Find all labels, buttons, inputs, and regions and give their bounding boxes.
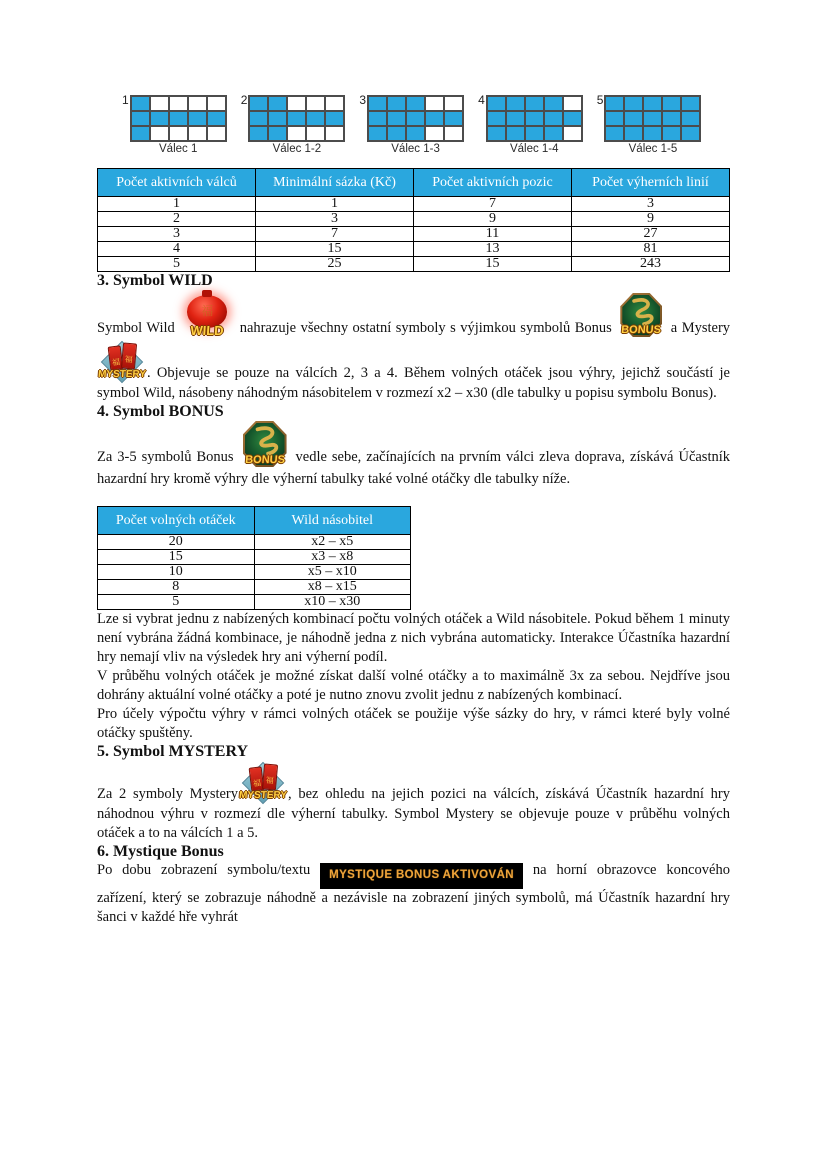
table-cell: 9: [572, 212, 730, 227]
inactive-position-cell: [306, 96, 325, 111]
bonus-symbol-icon: [616, 293, 666, 340]
active-position-cell: [444, 111, 463, 126]
table-cell: 3: [256, 212, 414, 227]
table-cell: 15: [98, 550, 255, 565]
active-position-cell: [605, 111, 624, 126]
inactive-position-cell: [150, 96, 169, 111]
active-position-cell: [406, 96, 425, 111]
column-header: Počet aktivních válců: [98, 169, 256, 197]
active-position-cell: [306, 111, 325, 126]
table-cell: 7: [414, 197, 572, 212]
section-bonus-heading: 4. Symbol BONUS: [97, 403, 224, 420]
reel-diagram-number: 1: [122, 93, 129, 107]
reel-diagram-number: 5: [596, 93, 604, 107]
table-cell: 2: [98, 212, 256, 227]
active-position-cell: [207, 111, 226, 126]
table-cell: 15: [256, 242, 414, 257]
active-position-cell: [605, 126, 624, 141]
inactive-position-cell: [444, 96, 463, 111]
reel-diagram: [122, 95, 227, 155]
table-cell: x10 – x30: [254, 595, 411, 610]
table-cell: 3: [98, 227, 256, 242]
active-position-cell: [387, 111, 406, 126]
table-cell: 81: [572, 242, 730, 257]
bonus-text-1: Za 3-5 symbolů Bonus: [97, 449, 234, 465]
active-position-cell: [131, 111, 150, 126]
active-position-cell: [249, 111, 268, 126]
table-row: [98, 257, 730, 272]
active-position-cell: [169, 111, 188, 126]
active-position-cell: [525, 96, 544, 111]
reel-diagrams: [122, 95, 827, 155]
active-position-cell: [325, 111, 344, 126]
bonus-symbol-icon: [239, 421, 291, 470]
active-position-cell: [624, 126, 643, 141]
table-cell: 9: [414, 212, 572, 227]
mystery-symbol-icon: [238, 761, 288, 805]
active-position-cell: [368, 96, 387, 111]
active-position-cell: [268, 126, 287, 141]
inactive-position-cell: [207, 126, 226, 141]
active-position-cell: [643, 111, 662, 126]
wild-symbol-label: WILD: [190, 323, 225, 338]
active-position-cell: [249, 96, 268, 111]
section-bonus-paragraph: [97, 421, 730, 489]
mystery-symbol-label: MYSTERY: [97, 369, 147, 380]
table-row: [98, 580, 411, 595]
active-position-cell: [544, 111, 563, 126]
active-position-cell: [624, 111, 643, 126]
table-cell: 13: [414, 242, 572, 257]
active-position-cell: [525, 111, 544, 126]
active-position-cell: [544, 96, 563, 111]
reel-diagram-number: 2: [240, 93, 248, 107]
mystery-symbol-icon: [97, 340, 147, 384]
inactive-position-cell: [306, 126, 325, 141]
active-position-cell: [643, 96, 662, 111]
wild-symbol-icon: [179, 290, 235, 340]
bonus-paragraph-3: Pro účely výpočtu výhry v rámci volných otáček se použije výše sázky do hry, v rámci které byly volné otáčky spuštěny.: [97, 706, 730, 741]
section-wild-heading: 3. Symbol WILD: [97, 272, 213, 289]
table-row: [98, 595, 411, 610]
active-position-cell: [662, 111, 681, 126]
inactive-position-cell: [188, 96, 207, 111]
active-position-cell: [681, 126, 700, 141]
inactive-position-cell: [150, 126, 169, 141]
reel-position-grid: [367, 95, 464, 142]
table-cell: 4: [98, 242, 256, 257]
inactive-position-cell: [287, 126, 306, 141]
inactive-position-cell: [444, 126, 463, 141]
active-position-cell: [368, 126, 387, 141]
bonus-paragraph-2: V průběhu volných otáček je možné získat další volné otáčky a to maximálně 3x za sebou. Nejdříve jsou dohrány aktuální volné otáčky a poté je nutno znovu zvolit jednu z nabízených kombinací.: [97, 668, 730, 703]
reel-position-grid: [486, 95, 583, 142]
freespins-table: [97, 506, 411, 610]
reel-position-grid: [130, 95, 227, 142]
active-position-cell: [624, 96, 643, 111]
active-position-cell: [487, 111, 506, 126]
inactive-position-cell: [563, 126, 582, 141]
active-position-cell: [525, 126, 544, 141]
mystique-text-2: na horní obrazovce koncového zařízení, který se zobrazuje náhodně a nezávisle na zobrazení jiných symbolů, má Účastník hazardní hry šanci v každé hře vyhrát: [97, 862, 730, 925]
active-position-cell: [605, 96, 624, 111]
table-row: [98, 550, 411, 565]
table-cell: 25: [256, 257, 414, 272]
mystique-bonus-badge: MYSTIQUE BONUS AKTIVOVÁN: [320, 863, 523, 889]
table-cell: 5: [98, 257, 256, 272]
active-position-cell: [387, 96, 406, 111]
active-position-cell: [506, 126, 525, 141]
table-cell: 1: [98, 197, 256, 212]
lantern-glyph: 福: [201, 304, 214, 318]
reel-diagram-label: Válec 1: [159, 143, 198, 155]
reel-diagram-label: Válec 1-2: [272, 143, 322, 155]
reel-diagram-label: Válec 1-5: [628, 143, 678, 155]
wild-text-1: Symbol Wild: [97, 320, 175, 336]
table-row: [98, 212, 730, 227]
envelope-glyph: 福: [111, 357, 121, 368]
table-cell: x5 – x10: [254, 565, 411, 580]
wild-text-4: . Objevuje se pouze na válcích 2, 3 a 4. Během volných otáček jsou výhry, jejichž součástí je symbol Wild, násobeny náhodným násobitelem v rozmezí x2 – x30 (dle tabulky u popisu symbolu Bonus).: [97, 365, 730, 401]
table-cell: 5: [98, 595, 255, 610]
active-position-cell: [287, 111, 306, 126]
header-row: [98, 169, 730, 197]
active-position-cell: [563, 111, 582, 126]
reel-diagram: [359, 95, 464, 155]
table-row: [98, 565, 411, 580]
table-row: [98, 242, 730, 257]
bonus-symbol-label: BONUS: [244, 454, 285, 466]
table-cell: 11: [414, 227, 572, 242]
mystery-text-2: , bez ohledu na jejich pozici na válcích, získává Účastník hazardní hry náhodnou výhru v rozmezí dle výherní tabulky. Symbol Mystery se objevuje pouze v průběhu volných otáček a to na válcích 1 a 5.: [97, 786, 730, 841]
active-position-cell: [406, 111, 425, 126]
bonus-symbol-label: BONUS: [621, 324, 662, 336]
active-position-cell: [368, 111, 387, 126]
reel-diagram: [597, 95, 702, 155]
table-cell: 15: [414, 257, 572, 272]
table-cell: 1: [256, 197, 414, 212]
active-position-cell: [662, 96, 681, 111]
envelope-glyph: 福: [252, 778, 262, 789]
mystery-symbol-label: MYSTERY: [238, 790, 288, 801]
reel-position-grid: [604, 95, 701, 142]
active-position-cell: [268, 96, 287, 111]
lantern-cap: [202, 290, 212, 297]
active-position-cell: [249, 126, 268, 141]
reel-diagram-label: Válec 1-4: [509, 143, 559, 155]
bonus-paragraph-1: Lze si vybrat jednu z nabízených kombinací počtu volných otáček a Wild násobitele. Pokud během 1 minuty není vybrána žádná kombinace, je náhodně jedna z nich vybrána automaticky. Interakce Účastníka hazardní hry nemají vliv na výsledek hry ani výherní podíl.: [97, 611, 730, 665]
section-wild-paragraph: [97, 290, 730, 403]
mystique-text-1: Po dobu zobrazení symbolu/textu: [97, 862, 311, 878]
reel-diagram: [478, 95, 583, 155]
table-row: [98, 197, 730, 212]
reel-position-grid: [248, 95, 345, 142]
active-position-cell: [425, 111, 444, 126]
inactive-position-cell: [325, 96, 344, 111]
table-row: [98, 535, 411, 550]
table-cell: x2 – x5: [254, 535, 411, 550]
header-row: [98, 507, 411, 535]
inactive-position-cell: [563, 96, 582, 111]
table-row: [98, 227, 730, 242]
table-cell: 27: [572, 227, 730, 242]
column-header: Minimální sázka (Kč): [256, 169, 414, 197]
table-cell: 20: [98, 535, 255, 550]
table-cell: 3: [572, 197, 730, 212]
active-position-cell: [131, 96, 150, 111]
active-position-cell: [188, 111, 207, 126]
active-position-cell: [643, 126, 662, 141]
inactive-position-cell: [425, 126, 444, 141]
active-position-cell: [131, 126, 150, 141]
active-reels-table: [97, 168, 730, 272]
table-cell: 7: [256, 227, 414, 242]
inactive-position-cell: [169, 126, 188, 141]
inactive-position-cell: [287, 96, 306, 111]
reel-diagram-label: Válec 1-3: [391, 143, 440, 155]
active-position-cell: [544, 126, 563, 141]
inactive-position-cell: [169, 96, 188, 111]
section-mystique-paragraph: [97, 861, 730, 927]
inactive-position-cell: [188, 126, 207, 141]
active-position-cell: [150, 111, 169, 126]
wild-text-2: nahrazuje všechny ostatní symboly s výjimkou symbolů Bonus: [239, 320, 612, 336]
active-position-cell: [662, 126, 681, 141]
inactive-position-cell: [425, 96, 444, 111]
table-cell: 243: [572, 257, 730, 272]
envelope-glyph: 福: [265, 775, 275, 786]
column-header: Počet volných otáček: [98, 507, 255, 535]
section-mystery-paragraph: [97, 761, 730, 843]
reel-diagram-number: 4: [478, 93, 485, 107]
mystery-text-1: Za 2 symboly Mystery: [97, 786, 239, 802]
active-position-cell: [387, 126, 406, 141]
active-position-cell: [506, 111, 525, 126]
table-cell: x8 – x15: [254, 580, 411, 595]
active-position-cell: [406, 126, 425, 141]
table-cell: 8: [98, 580, 255, 595]
reel-diagram: [241, 95, 346, 155]
reel-diagram-number: 3: [359, 93, 367, 107]
bonus-text-2: vedle sebe, začínajících na prvním válci zleva doprava, získává Účastník hazardní hry kromě výhry dle výherní tabulky také volné otáčky dle tabulky níže.: [97, 449, 731, 487]
column-header: Počet aktivních pozic: [414, 169, 572, 197]
table-cell: 10: [98, 565, 255, 580]
column-header: Počet výherních linií: [572, 169, 730, 197]
table-cell: x3 – x8: [254, 550, 411, 565]
envelope-glyph: 福: [124, 354, 134, 365]
active-position-cell: [487, 126, 506, 141]
active-position-cell: [268, 111, 287, 126]
active-position-cell: [681, 96, 700, 111]
section-mystery-heading: 5. Symbol MYSTERY: [97, 743, 249, 760]
inactive-position-cell: [325, 126, 344, 141]
active-position-cell: [487, 96, 506, 111]
section-mystique-heading: 6. Mystique Bonus: [97, 843, 224, 860]
wild-text-3: a Mystery: [670, 320, 731, 336]
column-header: Wild násobitel: [254, 507, 411, 535]
inactive-position-cell: [207, 96, 226, 111]
active-position-cell: [681, 111, 700, 126]
active-position-cell: [506, 96, 525, 111]
